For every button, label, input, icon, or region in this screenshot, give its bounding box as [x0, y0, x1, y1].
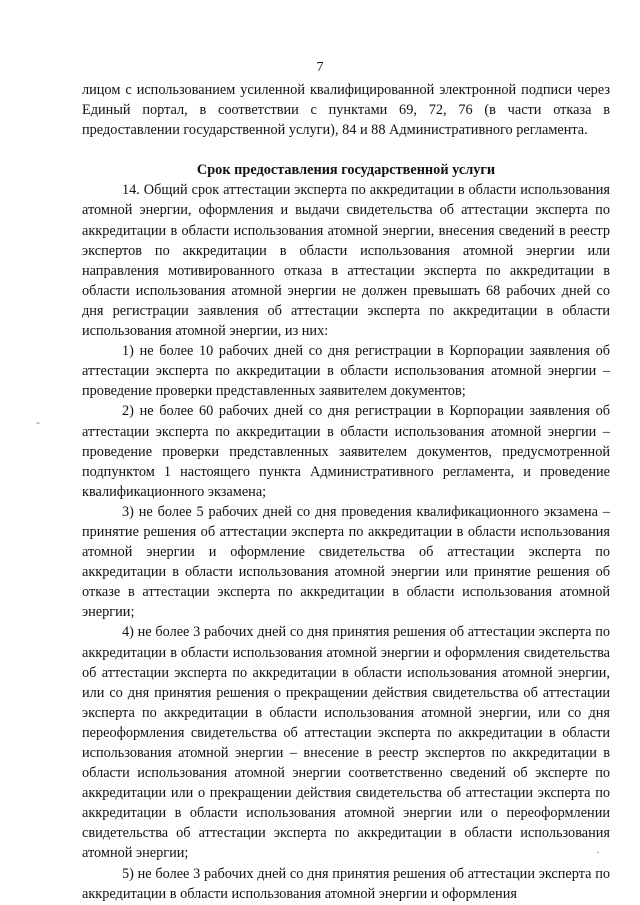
scan-mark-right: ·: [596, 845, 600, 859]
document-body: [82, 80, 610, 904]
page-number: 7: [316, 60, 324, 75]
list-item-1: 1) не более 10 рабочих дней со дня регистрации в Корпорации заявления об аттестации эксперта по аккредитации в области использования атомной энергии – проведение проверки представленных заявителем документов;: [82, 343, 610, 400]
list-item-2: 2) не более 60 рабочих дней со дня регистрации в Корпорации заявления об аттестации эксперта по аккредитации в области использования атомной энергии – проведение проверки представленных заявителем документов, предусмотренной подпунктом 1 настоящего пункта Административного регламента, и проведение квалификационного экзамена;: [82, 403, 610, 500]
list-item-3: 3) не более 5 рабочих дней со дня проведения квалификационного экзамена – принятие решения об аттестации эксперта по аккредитации в области использования атомной энергии и оформление свидетельства об аттестации эксперта по аккредитации в области использования атомной энергии или принятие решения об отказе в аттестации эксперта по аккредитации в области использования атомной энергии;: [82, 503, 610, 621]
list-item-5: 5) не более 3 рабочих дней со дня принятия решения об аттестации эксперта по аккредитации в области использования атомной энергии и оформления: [82, 865, 610, 902]
paragraph-continuation: лицом с использованием усиленной квалифицированной электронной подписи через Единый портал, в соответствии с пунктами 69, 72, 76 (в части отказа в предоставлении государственной услуги), 84 и 88 Административного регламента.: [82, 82, 610, 139]
list-item-4: 4) не более 3 рабочих дней со дня принятия решения об аттестации эксперта по аккредитации в области использования атомной энергии и оформления свидетельства об аттестации эксперта по аккредитации в области использования атомной энергии, или со дня принятия решения о прекращении действия свидетельства об аттестации эксперта по аккредитации в области использования атомной энергии, или со дня переоформления свидетельства об аттестации эксперта по аккредитации в области использования атомной энергии – внесение в реестр экспертов по аккредитации в области использования атомной энергии соответственно сведений об эксперте по аккредитации или о прекращении действия свидетельства об аттестации эксперта по аккредитации в области использования атомной энергии или о переоформлении свидетельства об аттестации эксперта по аккредитации в области использования атомной энергии;: [82, 624, 610, 862]
scan-mark-left: -: [36, 415, 40, 429]
paragraph-14: 14. Общий срок аттестации эксперта по аккредитации в области использования атомной энергии, оформления и выдачи свидетельства об аттестации эксперта по аккредитации в области использования атомной энергии, внесения сведений в реестр экспертов по аккредитации в области использования атомной энергии или направления мотивированного отказа в аттестации эксперта по аккредитации в области использования атомной энергии не должен превышать 68 рабочих дней со дня регистрации заявления об аттестации эксперта по аккредитации в области использования атомной энергии, из них:: [82, 182, 610, 340]
section-heading: Срок предоставления государственной услуги: [196, 162, 496, 179]
